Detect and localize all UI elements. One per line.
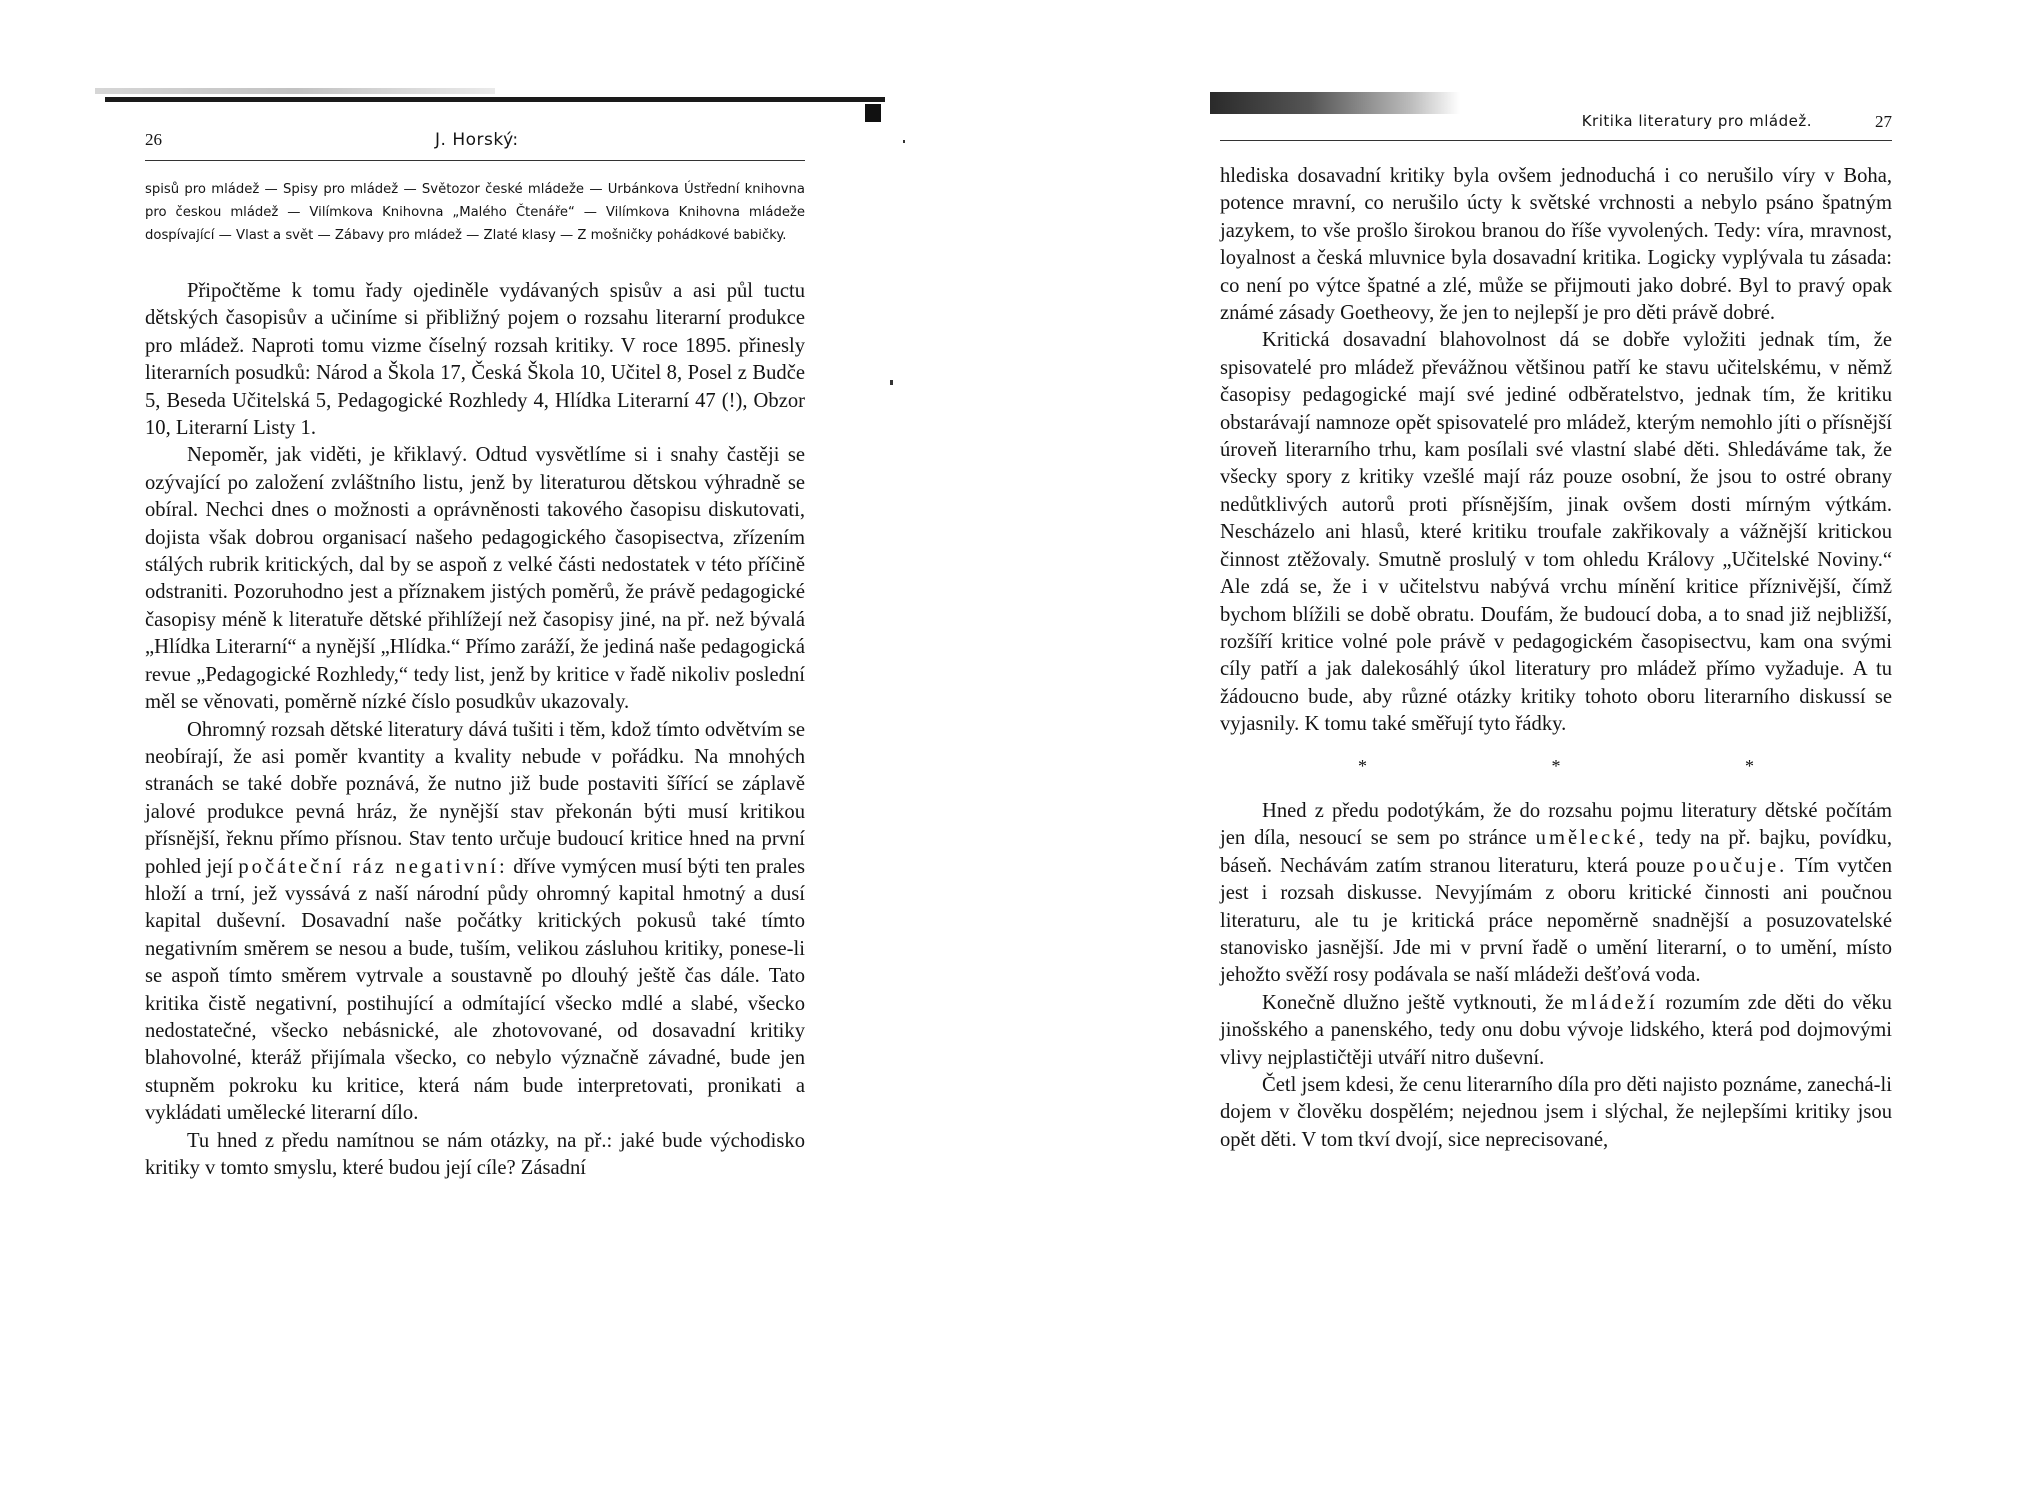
paragraph: Kritická dosavadní blahovolnost dá se dobře vyložiti jednak tím, že spisovatelé pro mládež převážnou většinou patří ke stavu učitelskému, v němž časopisy pedagogické mají své jediné odběratelstvo, jednak tím, že kritiku obstarávají namnoze opět spisovatelé pro mládež, kterým nemohlo jíti o přísnější úroveň literarního trhu, kam posílali své vlastní slabé děti. Shledáváme tak, že všecky spory z kritiky vzešlé mají ráz pouze osobní, že jsou to ostré obrany nedůtklivých autorů proti přísnějším, jinak ovšem dosti mírným výtkám. Nescházelo ani hlasů, které kritiku troufale zakřikovaly a vážnější kritickou činnost ztěžovaly. Smutně proslulý v tom ohledu Královy „Učitelské Noviny.“ Ale zdá se, že i v učitelstvu nabývá vrchu mínění kritice příznivější, čímž bychom blížili se době obratu. Doufám, že budoucí doba, a to snad již nejbližší, rozšíří kritice volné pole právě v pedagogickém časopisectvu, kam ona svými cíly patří a jak dalekosáhlý úkol literatury pro mládež přímo vyžaduje. A tu žádoucno bude, aby různé otázky kritiky tohoto oboru literarního diskussí se vyjasnily. K tomu také směřují tyto řádky.	[1220, 329, 1892, 736]
scan-speck	[890, 380, 893, 385]
paragraph: Připočtěme k tomu řady ojediněle vydávaných spisův a asi půl tuctu dětských časopisův a učiníme si přibližný pojem o rozsahu literarní produkce pro mládež. Naproti tomu vizme číselný rozsah kritiky. V roce 1895. přinesly literarních posudků: Národ a Škola 17, Česká Škola 10, Učitel 8, Posel z Budče 5, Beseda Učitelská 5, Pedagogické Rozhledy 4, Hlídka Literarní 47 (!), Obzor 10, Literarní Listy 1.	[145, 280, 805, 440]
paragraph-text: dříve vymýcen musí býti ten prales hloží a trní, jež vyssává z naší národní půdy ohromný kapital hmotný a dusí kapital duševní. Dosavadní naše počátky kritických pokusů také tímto negativním směrem se nesou a bude, tuším, velikou zásluhou kritiky, ponese-li se aspoň tímto směrem vytrvale a soustavně po dlouhý ještě čas dále. Tato kritika čistě negativní, postihující a odmítající všecko mdlé a slabé, všecko nedostatečné, všecko nebásnické, ale zhotovované, od dosavadní kritiky blahovolné, kteráž přijímala všecko, co nebylo význačně závadné, bude jen stupněm pokroku ku kritice, která nám bude interpretovati, pronikati a vykládati umělecké literarní dílo.	[145, 855, 805, 1125]
paragraph-text: Ohromný rozsah dětské literatury dává tušiti i těm, kdož tímto odvětvím se neobírají, že asi poměr kvantity a kvality nebude v pořádku. Na mnohých stranách se také dobře poznává, že nutno již bude postaviti šířící se záplavě jalové produkce pevná hráz, že nynější stav překonán býti musí kritikou přísnější, řeknu přímo přísnou. Stav tento určuje budoucí kritice hned na první pohled její	[145, 718, 805, 878]
running-head: J. Horský:	[435, 130, 519, 150]
page-top-shadow	[1210, 92, 1460, 114]
paragraph: Četl jsem kdesi, že cenu literarního díla pro děti najisto poznáme, zanechá-li dojem v člověku dospělém; nejednou jsem i slýchal, že nejlepšími kritiky jsou opět děti. V tom tkví dvojí, sice neprecisované,	[1220, 1074, 1892, 1151]
emphasis-spaced: umělecké,	[1535, 827, 1647, 850]
paragraph	[1220, 798, 1892, 990]
running-head: Kritika literatury pro mládež.	[1581, 112, 1812, 130]
scan-speck	[903, 140, 905, 143]
page-number: 27	[1875, 112, 1892, 131]
left-page	[145, 0, 805, 1500]
emphasis-spaced: poučuje.	[1692, 854, 1788, 877]
paragraph	[145, 717, 805, 1128]
right-page	[1220, 0, 1892, 1500]
paragraph-text: rozumím zde děti do věku jinošského a panenského, tedy onu dobu vývoje lidského, která pod dojmovými vlivy nejplastičtěji utváří nitro duševní.	[1220, 991, 1892, 1069]
publication-list: spisů pro mládež — Spisy pro mládež — Světozor české mládeže — Urbánkova Ústřední knihovna pro českou mládež — Vilímkova Knihovna „Malého Čtenáře“ — Vilímkova Knihovna mládeže dospívající — Vlast a svět — Zábavy pro mládež — Zlaté klasy — Z mošničky pohádkové babičky.	[145, 182, 805, 243]
page-top-rule	[105, 97, 885, 102]
paragraph-text: tedy na př. bajku, povídku, báseň. Nechávám zatím stranou literaturu, která pouze	[1220, 827, 1892, 877]
section-separator: * * *	[1358, 755, 1844, 776]
page-number: 26	[145, 130, 162, 149]
emphasis-spaced: počáteční ráz negativní:	[238, 855, 508, 878]
emphasis-spaced: mládeží	[1571, 991, 1658, 1014]
paragraph-text: Konečně dlužno ještě vytknouti, že	[1262, 991, 1564, 1014]
paragraph: Nepoměr, jak viděti, je křiklavý. Odtud vysvětlíme si i snahy častěji se ozývající po založení zvláštního listu, jenž by literaturou dětskou výhradně se obíral. Nechci dnes o možnosti a oprávněnosti takového časopisu diskutovati, dojista však dobrou organisací našeho pedagogického časopisectva, zřízením stálých rubrik kritických, dal by se aspoň z velké části nedostatek v této příčině odstraniti. Pozoruhodno jest a příznakem jistých poměrů, že právě pedagogické časopisy méně k literatuře dětské přihlížejí než časopisy jiné, na př. než bývalá „Hlídka Literarní“ a nynější „Hlídka.“ Přímo zaráží, že jediná naše pedagogická revue „Pedagogické Rozhledy,“ tedy list, jenž by kritice v řadě nikoliv poslední měl se věnovati, poměrně nízké číslo posudkův ukazovaly.	[145, 444, 805, 714]
paragraph-text: Tím vytčen jest i rozsah diskusse. Nevyjímám z oboru kritické činnosti ani poučnou literaturu, ale tu je kritická práce nepoměrně snadnější a posuzovatelské stanovisko jasnější. Jde mi v první řadě o umění literarní, o to umění, místo jehožto svěží rosy podávala se naší mládeži dešťová voda.	[1220, 854, 1892, 987]
body-text	[1220, 163, 1892, 1154]
paragraph: hlediska dosavadní kritiky byla ovšem jednoduchá i co nerušilo víry v Boha, potence mravní, co nerušilo úcty k světské vrchnosti a nebylo psáno špatným jazykem, to vše prošlo širokou branou do říše vyvolených. Tedy: víra, mravnost, loyalnost a česká mluvnice byla dosavadní kritika. Logicky vyplývala tu zásada: co není po výtce špatné a zlé, může se přijmouti jako dobré. Byl to pravý opak známé zásady Goetheovy, že jen to nejlepší je pro děti právě dobré.	[1220, 165, 1892, 325]
paragraph: Tu hned z předu namítnou se nám otázky, na př.: jaké bude východisko kritiky v tomto smyslu, které budou její cíle? Zásadní	[145, 1129, 805, 1179]
body-text	[145, 278, 805, 1182]
paragraph-text: Hned z předu podotýkám, že do rozsahu pojmu literatury dětské počítám jen díla, nesoucí se sem po stránce	[1220, 799, 1892, 850]
paragraph	[1220, 990, 1892, 1072]
header-rule	[145, 160, 805, 161]
header-rule	[1220, 140, 1892, 141]
scan-edge-shadow	[95, 88, 495, 94]
page-corner-mark	[865, 104, 881, 122]
